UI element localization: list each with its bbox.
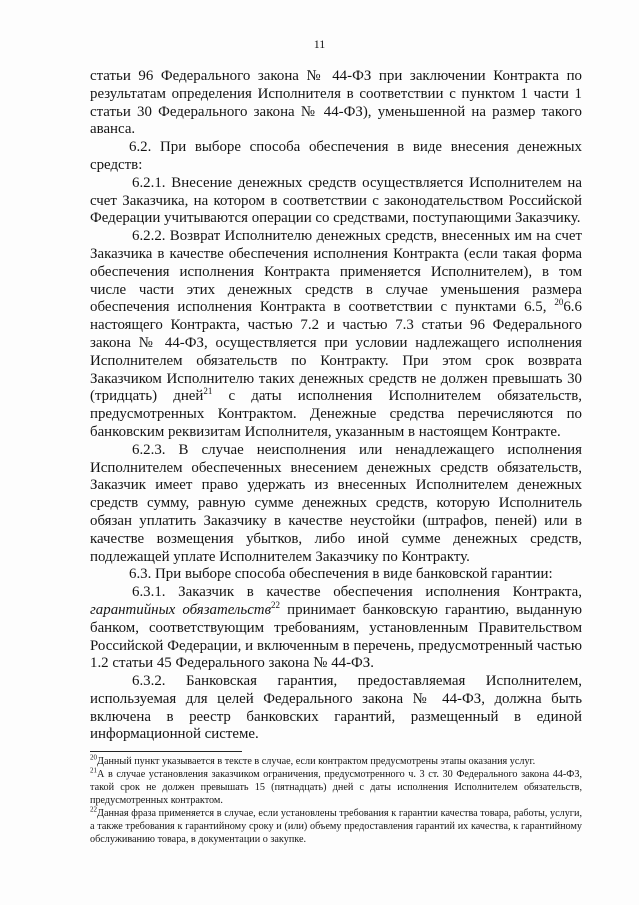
footnote-text: А в случае установления заказчиком ограничения, предусмотренного ч. 3 ст. 30 Федерального закона 44-ФЗ, такой срок не должен превышать 15 (пятнадцать) дней с даты исполнения Исполнителем обязательств, предусмотренных контрактом. xyxy=(90,769,582,806)
clause-6-2-2-text-a: 6.2.2. Возврат Исполнителю денежных средств, внесенных им на счет Заказчика в качестве обеспечения исполнения Контракта (если такая форма обеспечения исполнения Контракта применяется Исполнителем), в том числе части этих денежных средств в случае уменьшения размера обеспечения исполнения Контракта в соответствии с пунктами 6.5, xyxy=(90,228,582,316)
clause-6-3-1-text-b: принимает банковскую гарантию, выданную банком, соответствующим требованиям, установленным Правительством Российской Федерации, и включенным в перечень, предусмотренный частью 1.2 статьи 45 Федерального закона № 44-ФЗ. xyxy=(90,601,582,672)
footnote-separator xyxy=(90,751,242,752)
footnote-text: Данная фраза применяется в случае, если установлены требования к гарантии качества товара, работы, услуги, а также требования к гарантийному сроку и (или) объему предоставления гарантий их качества, к гарантийному обслуживанию товара, в документации о закупке. xyxy=(90,808,582,845)
clause-6-3-1-text-a: 6.3.1. Заказчик в качестве обеспечения исполнения Контракта, xyxy=(132,584,582,601)
footnote-text: Данный пункт указывается в тексте в случае, если контрактом предусмотрены этапы оказания услуг. xyxy=(97,756,536,767)
footnote-ref-20: 20 xyxy=(554,297,564,308)
clause-6-2-2 xyxy=(90,228,582,442)
clause-6-2-2-text-c: с даты исполнения Исполнителем обязательств, предусмотренных Контрактом. Денежные средства перечисляются по банковским реквизитам Исполнителя, указанным в настоящем Контракте. xyxy=(90,388,583,440)
clause-6-3-1 xyxy=(90,584,582,673)
contract-body xyxy=(90,68,582,744)
clause-6-2-3: 6.2.3. В случае неисполнения или ненадлежащего исполнения Исполнителем обеспеченных внесением денежных средств обязательств, Заказчик имеет право удержать из внесенных Исполнителем денежных средств сумму, равную сумме денежных средств, которую Исполнитель обязан уплатить Заказчику в качестве неустойки (штрафов, пеней) или в качестве возмещения убытков, либо иной сумме денежных средств, подлежащей уплате Исполнителем Заказчику по Контракту. xyxy=(90,441,582,565)
clause-6-3: 6.3. При выборе способа обеспечения в виде банковской гарантии: xyxy=(129,566,553,583)
page-number: 11 xyxy=(313,37,326,51)
clause-6-3-1-italic: гарантийных обязательств xyxy=(90,601,272,618)
footnote-number: 21 xyxy=(90,766,97,775)
paragraph-continuation: статьи 96 Федерального закона № 44-ФЗ при заключении Контракта по результатам определения Исполнителя в соответствии с пунктом 1 части 1 статьи 30 Федерального закона № 44-ФЗ), уменьшенной на размер такого аванса. xyxy=(90,68,582,138)
footnote-ref-22: 22 xyxy=(271,599,281,610)
footnote-20 xyxy=(90,755,582,768)
footnote-ref-21: 21 xyxy=(203,386,213,397)
footnotes xyxy=(90,755,582,846)
clause-6-2-1: 6.2.1. Внесение денежных средств осуществляется Исполнителем на счет Заказчика, на котором в соответствии с законодательством Российской Федерации учитываются операции со средствами, поступающими Заказчику. xyxy=(90,174,582,227)
footnote-number: 22 xyxy=(90,805,97,814)
clause-6-2: 6.2. При выборе способа обеспечения в виде внесения денежных средств: xyxy=(90,139,582,173)
footnote-number: 20 xyxy=(90,753,97,762)
footnote-22 xyxy=(90,807,582,846)
clause-6-3-2: 6.3.2. Банковская гарантия, предоставляемая Исполнителем, используемая для целей Федерального закона № 44-ФЗ, должна быть включена в реестр банковских гарантий, размещенный в единой информационной системе. xyxy=(90,673,582,743)
footnote-21 xyxy=(90,768,582,807)
clause-6-2-2-text-b: 6.6 настоящего Контракта, частью 7.2 и частью 7.3 статьи 96 Федерального закона № 44-ФЗ, осуществляется при условии надлежащего исполнения Исполнителем обязательств по Контракту. При этом срок возврата Заказчиком Исполнителю таких денежных средств не должен превышать 30 (тридцать) дней xyxy=(90,299,582,405)
